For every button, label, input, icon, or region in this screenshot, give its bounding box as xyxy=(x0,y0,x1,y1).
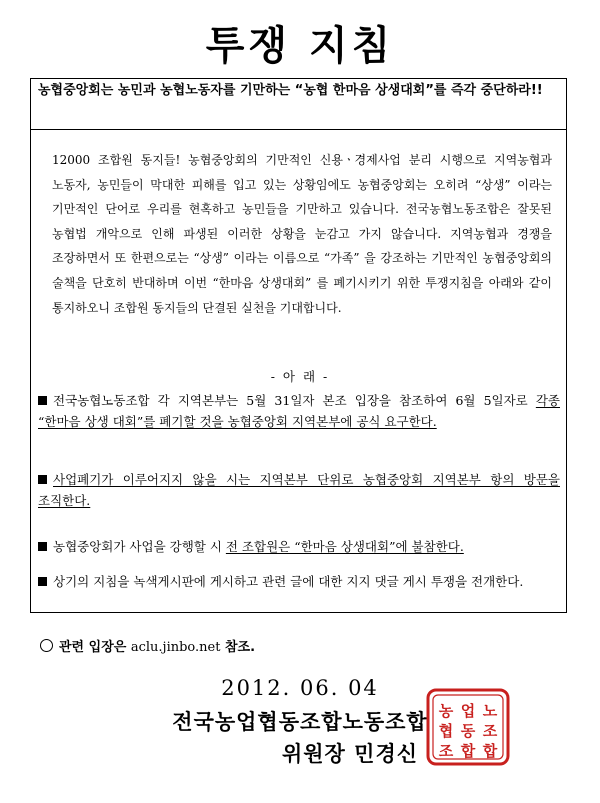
section-heading: - 아 래 - xyxy=(270,369,330,384)
issue-date: 2012. 06. 04 xyxy=(221,676,379,700)
note-url: aclu.jinbo.net xyxy=(130,640,221,655)
official-seal-stamp xyxy=(424,686,512,768)
organization-name: 전국농업협동조합노동조합 xyxy=(172,709,428,734)
headline: 농협중앙회는 농민과 농협노동자를 기만하는 “농협 한마음 상생대회”를 즉각 중단하라!! xyxy=(38,83,543,98)
directive-text: 상기의 지침을 녹색게시판에 게시하고 관련 글에 대한 지지 댓글 게시 투쟁을 전개한다. xyxy=(53,574,524,589)
directive-item xyxy=(38,469,560,511)
directive-underlined: 각종 “한마음 상생 대회”를 폐기할 것을 농협중앙회 지역본부에 공식 요구한다. xyxy=(38,393,560,429)
chairman-name: 위원장 민경신 xyxy=(281,741,419,766)
svg-text:업: 업 xyxy=(460,702,476,720)
intro-paragraph: 12000 조합원 동지들! 농협중앙회의 기만적인 신용ㆍ경제사업 분리 시행으로 지역농협과 노동자, 농민들이 막대한 피해를 입고 있는 상황임에도 농협중앙회는 오히려 “상생” 이라는 기만적인 단어로 우리를 현혹하고 농민들을 기만하고 있습니다. 전국농협노동조합은 잘못된 농협법 개악으로 인해 파생된 이러한 상황을 눈감고 가지 않습니다. 지역농협과 경쟁을 조장하면서 또 한편으로는 “상생” 이라는 이름으로 “가족” 을 강조하는 기만적인 농협중앙회의 술책을 단호히 반대하며 이번 “한마음 상생대회” 를 폐기시키기 위한 투쟁지침을 아래와 같이 통지하오니 조합원 동지들의 단결된 실천을 기대합니다. xyxy=(52,153,552,315)
directive-text: 전국농협노동조합 각 지역본부는 5월 31일자 본조 입장을 참조하여 6월 5일자로 xyxy=(53,393,536,408)
directive-underlined: 전 조합원은 “한마음 상생대회”에 불참한다. xyxy=(225,539,464,554)
square-bullet-icon xyxy=(38,475,47,484)
directive-item xyxy=(38,571,560,592)
directive-item xyxy=(38,390,560,432)
headline-divider xyxy=(30,129,567,130)
reference-note xyxy=(40,636,560,655)
svg-text:동: 동 xyxy=(460,722,476,740)
note-prefix: 관련 입장은 xyxy=(59,640,127,655)
svg-text:농: 농 xyxy=(438,702,454,720)
directive-text: 농협중앙회가 사업을 강행할 시 xyxy=(53,539,226,554)
svg-text:노: 노 xyxy=(482,702,498,720)
directive-underlined: 사업폐기가 이루어지지 않을 시는 지역본부 단위로 농협중앙회 지역본부 항의 방문을 조직한다. xyxy=(38,472,560,508)
circle-bullet-icon xyxy=(40,639,53,652)
svg-text:조: 조 xyxy=(438,742,454,760)
square-bullet-icon xyxy=(38,577,47,586)
svg-text:합: 합 xyxy=(460,742,476,760)
svg-text:합: 합 xyxy=(482,742,498,760)
document-title: 투쟁 지침 xyxy=(205,23,395,69)
svg-text:조: 조 xyxy=(482,722,498,740)
note-suffix: 참조. xyxy=(225,640,256,655)
directive-item xyxy=(38,536,560,557)
square-bullet-icon xyxy=(38,396,47,405)
square-bullet-icon xyxy=(38,542,47,551)
svg-text:협: 협 xyxy=(438,722,454,740)
